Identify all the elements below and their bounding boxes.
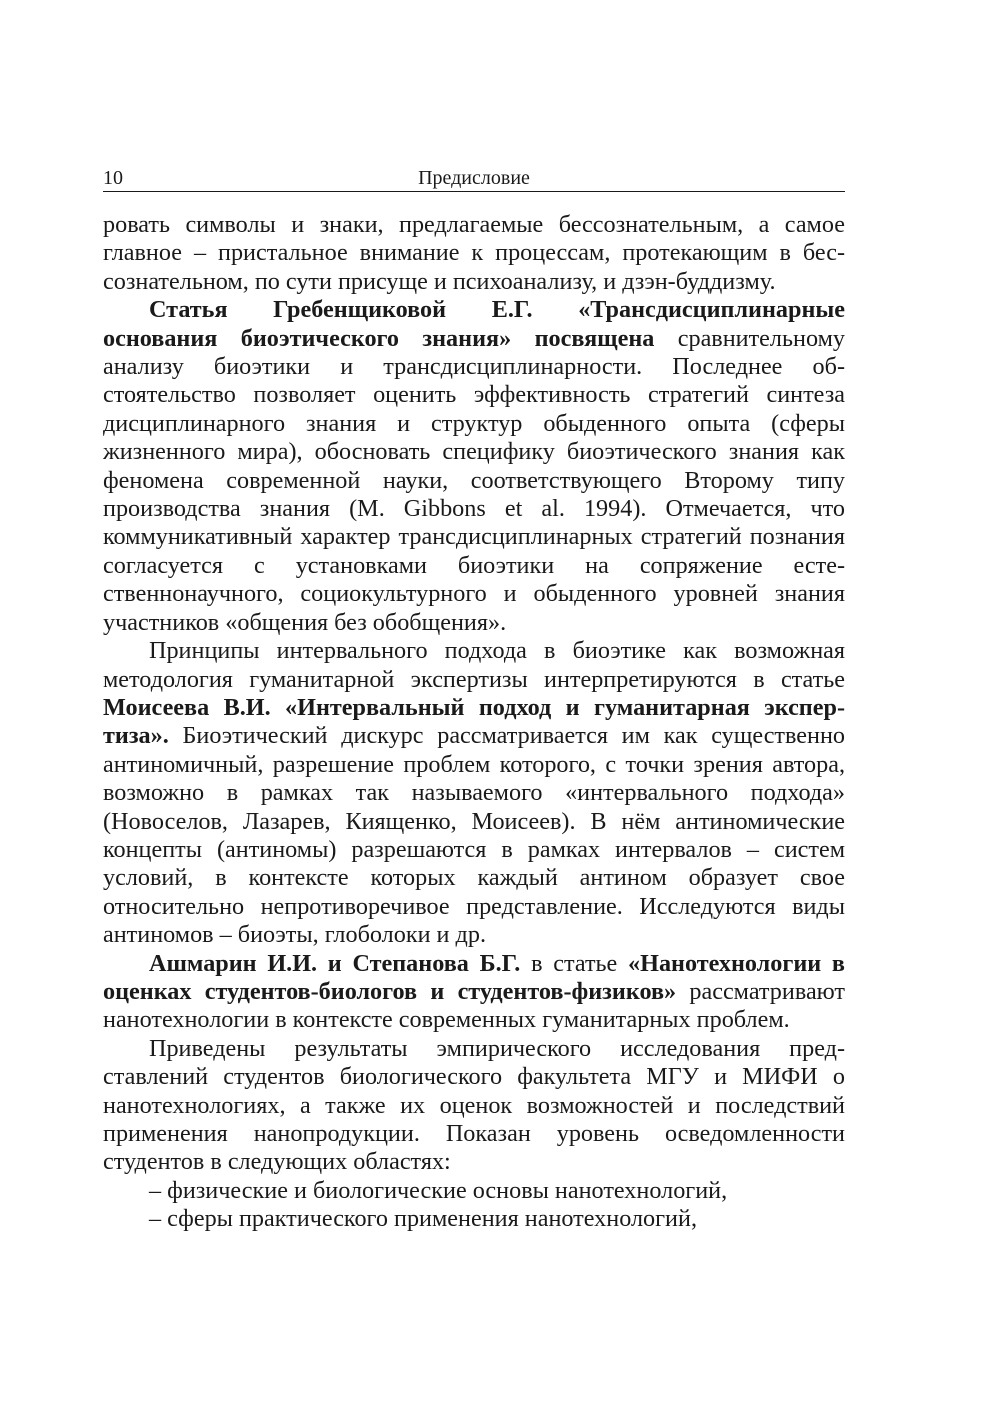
paragraph-text: рассматривают нанотехнологии в контексте современных гуманитарных проблем. [103, 977, 845, 1034]
bold-article-title: «Нанотехнологии в оценках студентов-биологов и студентов-физиков» [103, 949, 845, 1005]
paragraph-text: Биоэтический дискурс рассматривается им как существенно антиномичный, разрешение проблем которого, с точки зрения автора, возможно в рамках так называемого «интервального подхода» (Новоселов, Лазарев, Киященко, Моисеев). В нём антиномические концепты (антиномы) разрешаются в рамках интервалов – систем условий, в контексте которых каждый антином образует свое относительно непротиворечивое представление. Исследуются виды антиномов – биоэты, глоболоки и др. [103, 722, 845, 949]
running-title: Предисловие [418, 167, 530, 189]
bold-article-reference: Статья Гребенщиковой Е.Г. «Трансдисциплинарные основания биоэтического знания» посвящена [103, 296, 845, 352]
paragraph-ashmarin [103, 950, 845, 1035]
page-number: 10 [103, 167, 123, 189]
paragraph-text: сравнительному анализу биоэтики и трансдисциплинарности. Последнее обстоятельство позволяет оценить эффективность стратегий синтеза дисциплинарного знания и структур обыденного опыта (сферы жизненного мира), обосновать специфику биоэтического знания как феномена современной науки, соответствующего Второму типу производства знания (M. Gibbons et al. 1994). Отмечается, что коммуникативный характер трансдисциплинарных стратегий познания согласуется с установками биоэтики на сопряжение естественнонаучного, социокультурного и обыденного уровней знания участников «общения без обобщения». [103, 324, 845, 636]
list-item: – физические и биологические основы нанотехнологий, [149, 1176, 728, 1204]
paragraph-text: Принципы интервального подхода в биоэтике как возможная методология гуманитарной экспертизы интерпретируются в статье [103, 637, 845, 693]
bold-article-reference: Моисеева В.И. «Интервальный подход и гуманитарная экспертиза». [103, 693, 845, 750]
bold-authors: Ашмарин И.И. и Степанова Б.Г. [149, 949, 521, 977]
running-header [103, 165, 845, 192]
paragraph-results: Приведены результаты эмпирического исследования представлений студентов биологического факультета МГУ и МИФИ о нанотехнологиях, а также их оценок возможностей и последствий применения нанопродукции. Показан уровень осведомленности студентов в следующих областях: [103, 1034, 845, 1176]
main-text [103, 211, 845, 1234]
paragraph-continuation: ровать символы и знаки, предлагаемые бессознательным, а самое главное – пристальное внимание к процессам, протекающим в бессознательном, по сути присуще и психоанализу, и дзэн-буддизму. [103, 211, 845, 295]
paragraph-text: в статье [520, 949, 629, 977]
paragraph-grebenshchikova [103, 296, 845, 637]
paragraph-moiseev [103, 637, 845, 949]
list-item: – сферы практического применения нанотехнологий, [149, 1205, 697, 1233]
